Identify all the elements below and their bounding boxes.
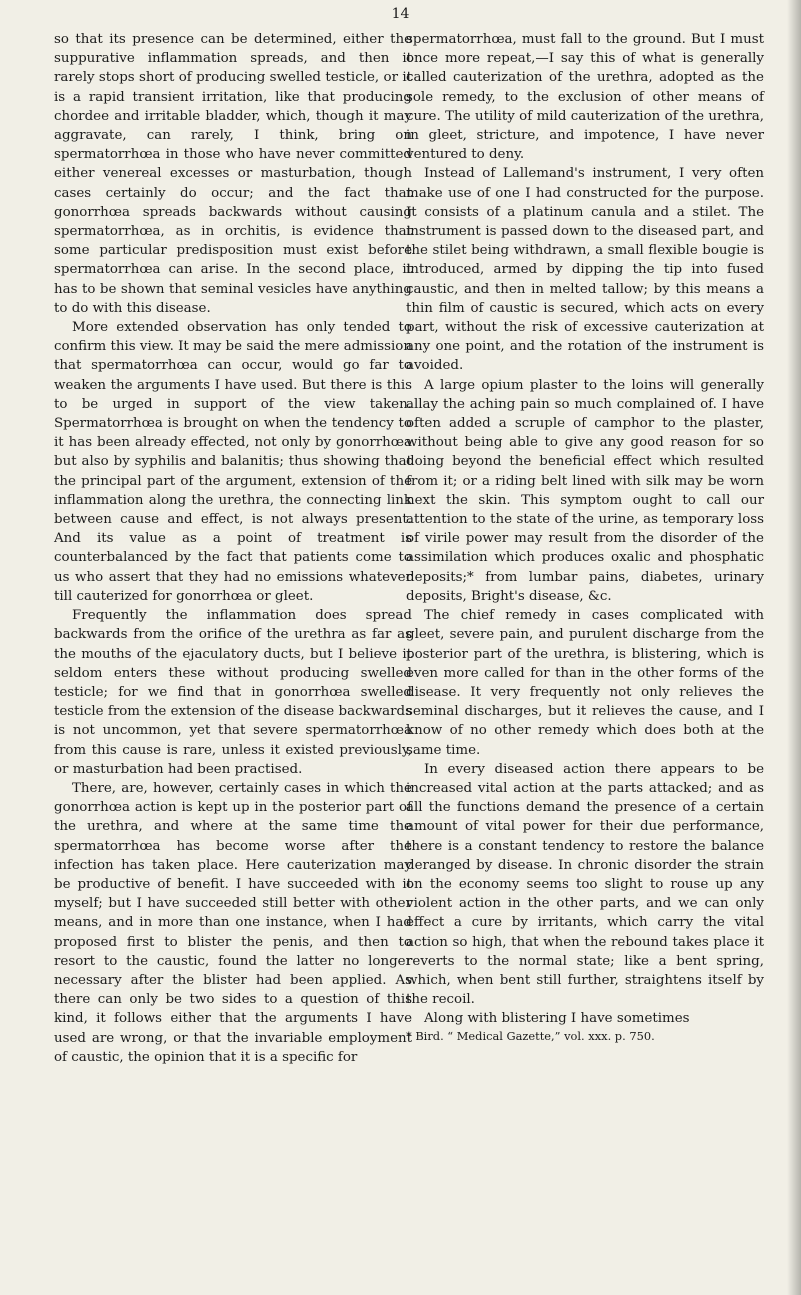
right-paragraph-1: spermatorrhœa, must fall to the ground. But I must once more repeat,—I say this of what is generally called cauterization of the urethra, adopted as the sole remedy, to the exclusion of other means of cure. The utility of mild cauterization of the urethra, in gleet, stricture, and impotence, I have never ventured to deny.	[406, 32, 764, 163]
left-paragraph-1: so that its presence can be determined, either the suppurative inflammation spreads, and then it rarely stops short of producing swelled testicle, or it is a rapid transient irritation, like that producing chordee and irritable bladder, which, though it may aggravate, can rarely, I think, bring on spermatorrhœa in those who have never committed either venereal excesses or masturbation, though cases certainly do occur; and the fact that gonorrhœa spreads backwards without causing spermatorrhœa, as in orchitis, is evidence that some particular predisposition must exist before spermatorrhœa can arise. In the second place, it has to be shown that seminal vesicles have anything to do with this disease.	[54, 32, 412, 316]
right-paragraph-2: Instead of Lallemand's instrument, I very often make use of one I had constructed for the purpose. It consists of a platinum canula and a stilet. The instrument is passed down to the diseased part, and the stilet being withdrawn, a small flexible bougie is introduced, armed by dipping the tip into fused caustic, and then in melted tallow; by this means a thin film of caustic is secured, which acts on every part, without the risk of excessive cauterization at any one point, and the rotation of the instrument is avoided.	[406, 166, 764, 374]
right-paragraph-6: Along with blistering I have sometimes	[424, 1011, 690, 1027]
right-paragraph-3: A large opium plaster to the loins will generally allay the aching pain so much complained of. I have often added a scruple of camphor to the plaster, without being able to give any good reason for so doing beyond the beneficial effect which resulted from it; or a riding belt lined with silk may be worn next the skin. This symptom ought to call our attention to the state of the urine, as temporary loss of virile power may result from the disorder of the assimilation which produces oxalic and phosphatic deposits;* from lumbar pains, diabetes, urinary deposits, Bright's disease, &c.	[406, 377, 764, 604]
left-paragraph-4: There, are, however, certainly cases in which the gonorrhœa action is kept up in the posterior part of the urethra, and where at the same time the spermatorrhœa has become worse after the infection has taken place. Here cauterization may be productive of benefit. I have succeeded with it myself; but I have succeeded still better with other means, and in more than one instance, when I had proposed first to blister the penis, and then to resort to the caustic, found the latter no longer necessary after the blister had been applied. As there can only be two sides to a question of this kind, it follows either that the arguments I have used are wrong, or that the invariable employment of caustic, the opinion that it is a specific for	[54, 780, 412, 1065]
footnote: * Bird. “ Medical Gazette,” vol. xxx. p. 750.	[406, 1028, 655, 1043]
page-number: 14	[391, 6, 410, 22]
right-column	[406, 30, 764, 1044]
left-paragraph-2: More extended observation has only tended to confirm this view. It may be said the mere admission that spermatorrhœa can occur, would go far to weaken the arguments I have used. But there is this to be urged in support of the view taken. Spermatorrhœa is brought on when the tendency to it has been already effected, not only by gonorrhœa but also by syphilis and balanitis; thus showing that the principal part of the argument, extension of the inflammation along the urethra, the connecting link between cause and effect, is not always present. And its value as a point of treatment is counterbalanced by the fact that patients come to us who assert that they had no emissions whatever till cauterized for gonorrhœa or gleet.	[54, 320, 412, 604]
right-paragraph-4: The chief remedy in cases complicated with gleet, severe pain, and purulent discharge from the posterior part of the urethra, is blistering, which is even more called for than in the other forms of the disease. It very frequently not only relieves the seminal discharges, but it relieves the cause, and I know of no other remedy which does both at the same time.	[406, 608, 764, 758]
page-edge-shadow	[787, 0, 801, 1295]
right-paragraph-5: In every diseased action there appears to be increased vital action at the parts attacked; and as all the functions demand the presence of a certain amount of vital power for their due performance, there is a constant tendency to restore the balance deranged by disease. In chronic disorder the strain on the economy seems too slight to rouse up any violent action in the other parts, and we can only effect a cure by irritants, which carry the vital action so high, that when the rebound takes place it reverts to the normal state; like a bent spring, which, when bent still further, straightens itself by the recoil.	[406, 761, 764, 1008]
left-paragraph-3: Frequently the inflammation does spread backwards from the orifice of the urethra as far as the mouths of the ejaculatory ducts, but I believe it seldom enters these without producing swelled testicle; for we find that in gonorrhœa swelled testicle from the extension of the disease backwards is not uncommon, yet that severe spermatorrhœa from this cause is rare, unless it existed previously, or masturbation had been practised.	[54, 608, 412, 777]
left-column	[54, 30, 412, 1067]
